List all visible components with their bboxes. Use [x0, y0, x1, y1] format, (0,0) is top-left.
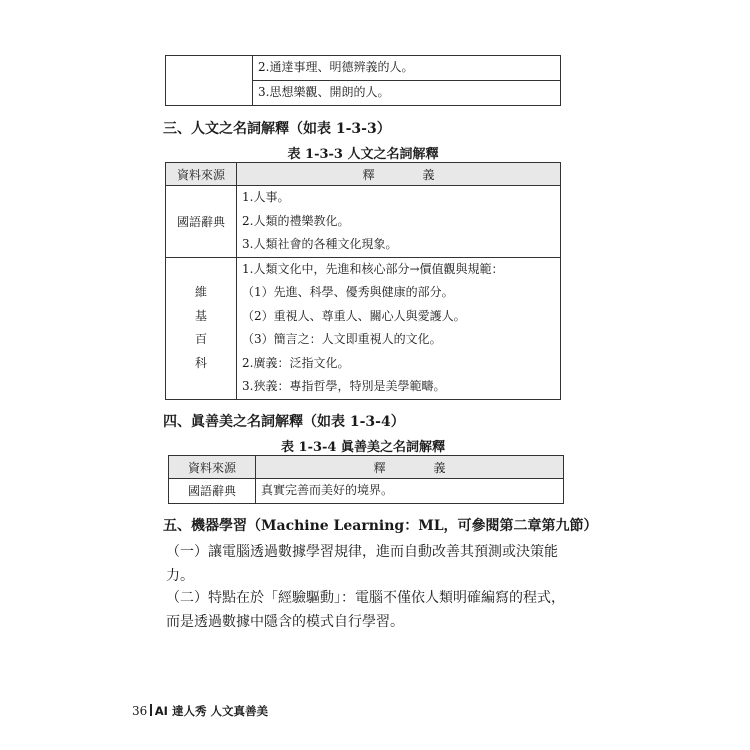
source-char: 科 [194, 355, 207, 370]
meaning-line: （1）先進、科學、優秀與健康的部分。 [242, 285, 454, 299]
section3-heading: 三、人文之名詞解釋（如表 1-3-3） [163, 121, 391, 137]
meaning-cell [237, 257, 561, 399]
meaning-line: 1.人類文化中，先進和核心部分→價值觀與規範： [242, 261, 504, 276]
col-source-header: 資料來源 [169, 456, 256, 479]
table-row [166, 257, 561, 399]
top-table-row: 2.通達事理、明德辨義的人。 [253, 56, 561, 81]
meaning-cell [237, 186, 561, 258]
col-source-header: 資料來源 [166, 163, 237, 186]
section5-heading: 五、機器學習（Machine Learning：ML，可參閱第二章第九節） [163, 518, 598, 534]
table-row [166, 186, 561, 258]
paragraph-line: 力。 [166, 568, 194, 584]
table-row [169, 479, 564, 504]
section3-table-caption: 表 1-3-3 人文之名詞解釋 [287, 147, 439, 162]
col-meaning-header: 釋 義 [237, 163, 561, 186]
paragraph-line: （一）讓電腦透過數據學習規律，進而自動改善其預測或決策能 [166, 544, 558, 560]
top-table-row: 3.思想樂觀、開朗的人。 [253, 81, 561, 106]
page-footer [132, 703, 268, 719]
paragraph-line: （二）特點在於「經驗驅動」：電腦不僅依人類明確編寫的程式， [166, 590, 565, 606]
source-cell-vertical [166, 257, 237, 399]
section5-paragraph-2 [166, 586, 565, 634]
book-title: AI 達人秀 人文真善美 [154, 704, 268, 718]
meaning-line: 2.廣義：泛指文化。 [242, 355, 350, 370]
truth-goodness-beauty-table [168, 455, 564, 504]
section5-paragraph-1 [166, 540, 558, 588]
source-char: 維 [194, 285, 207, 299]
source-cell: 國語辭典 [169, 479, 256, 504]
page-number: 36 [132, 704, 148, 718]
meaning-line: （3）簡言之：人文即重視人的文化。 [242, 332, 442, 346]
meaning-line: 2.人類的禮樂教化。 [242, 213, 350, 228]
source-char: 基 [194, 308, 207, 323]
table-header-row [166, 163, 561, 186]
source-char: 百 [194, 332, 207, 346]
section4-heading: 四、眞善美之名詞解釋（如表 1-3-4） [163, 414, 405, 430]
col-meaning-header: 釋 義 [256, 456, 564, 479]
meaning-line: （2）重視人、尊重人、關心人與愛護人。 [242, 308, 466, 323]
footer-divider [150, 704, 152, 716]
meaning-line: 3.人類社會的各種文化現象。 [242, 237, 398, 251]
table-header-row [169, 456, 564, 479]
top-continuation-table [165, 55, 561, 106]
top-table-source-cell [166, 56, 253, 106]
section4-table-caption: 表 1-3-4 眞善美之名詞解釋 [281, 440, 445, 455]
meaning-line: 3.狹義：專指哲學，特別是美學範疇。 [242, 379, 446, 393]
source-cell: 國語辭典 [166, 186, 237, 258]
paragraph-line: 而是透過數據中隱含的模式自行學習。 [166, 614, 404, 630]
meaning-line: 1.人事。 [242, 190, 290, 204]
humanities-table [165, 162, 561, 400]
meaning-cell: 真實完善而美好的境界。 [256, 479, 564, 504]
